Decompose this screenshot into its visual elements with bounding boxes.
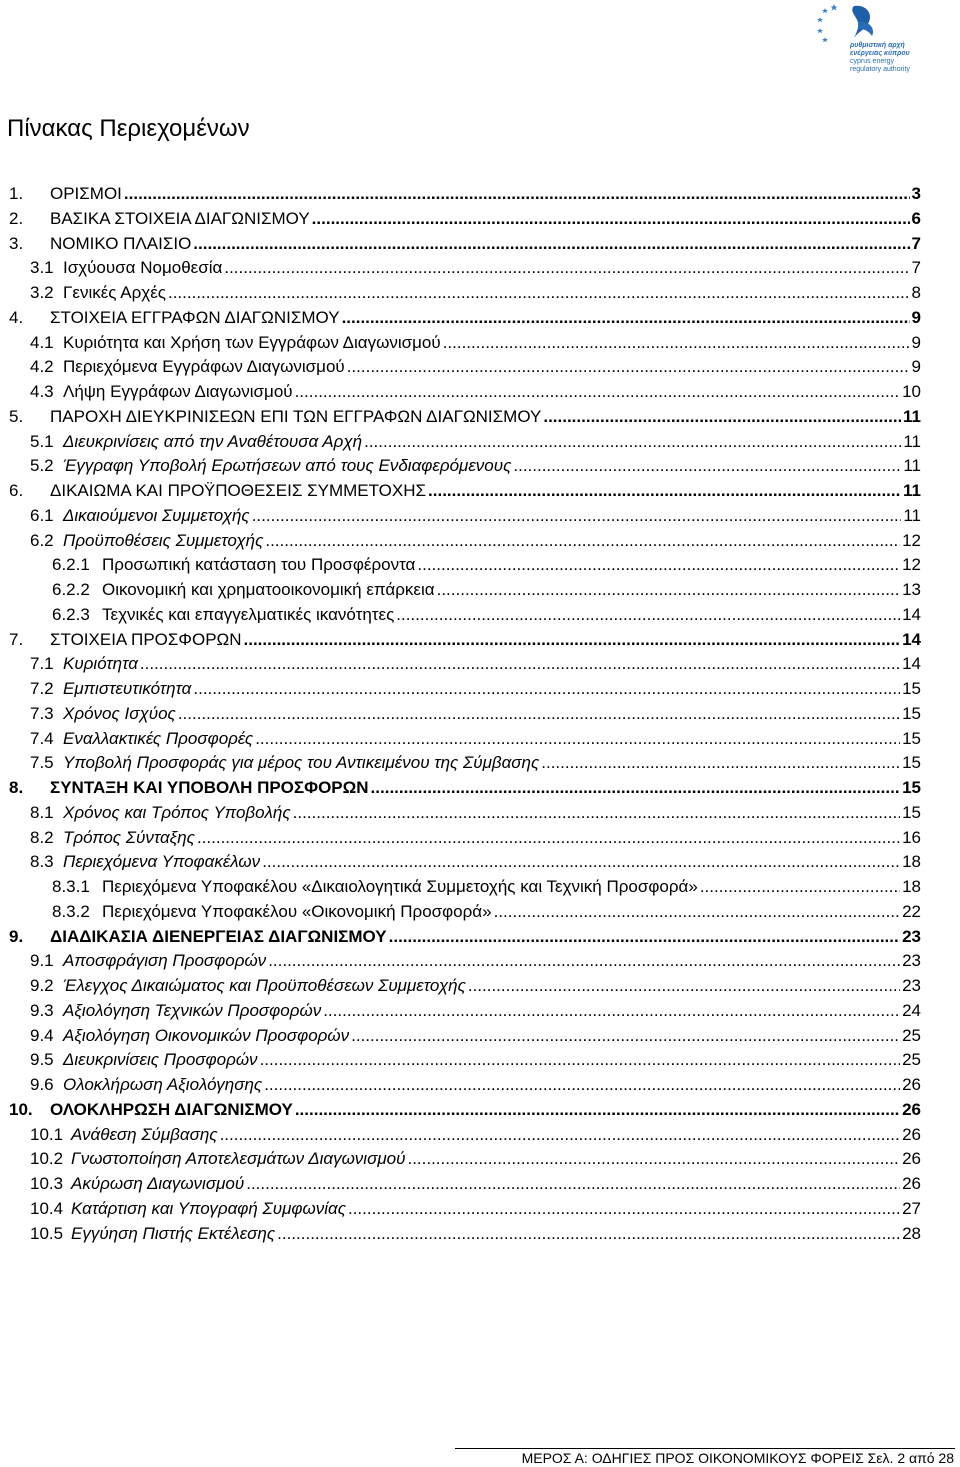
toc-entry-line — [71, 1197, 921, 1221]
page-footer: ΜΕΡΟΣ Α: ΟΔΗΓΙΕΣ ΠΡΟΣ ΟΙΚΟΝΟΜΙΚΟΥΣ ΦΟΡΕΙΣ Σελ. 2 από 28 — [521, 1450, 954, 1466]
toc-entry-page: 11 — [903, 431, 921, 451]
toc-entry-title: Ολοκλήρωση Αξιολόγησης — [63, 1075, 263, 1094]
toc-entry-number: 9.2 — [30, 976, 54, 995]
toc-entry[interactable] — [0, 801, 960, 826]
toc-entry-number: 4. — [9, 307, 24, 327]
toc-entry[interactable] — [0, 232, 960, 257]
toc-leader-dots — [323, 999, 900, 1023]
toc-entry-line — [63, 454, 921, 478]
toc-entry-number: 8.3 — [30, 852, 54, 872]
toc-entry[interactable] — [0, 925, 960, 950]
toc-entry-page: 13 — [902, 580, 921, 599]
toc-entry[interactable] — [0, 999, 960, 1024]
toc-leader-dots — [124, 182, 910, 206]
toc-entry-number: 8. — [9, 778, 24, 797]
toc-entry[interactable] — [0, 256, 960, 281]
toc-entry-page: 7 — [911, 258, 921, 278]
toc-entry-title: Περιεχόμενα Υποφακέλων — [63, 852, 261, 872]
toc-entry-line — [63, 677, 921, 701]
toc-entry[interactable] — [0, 1172, 960, 1197]
toc-entry-number: 10. — [9, 1099, 33, 1119]
toc-entry-title: Διευκρινίσεις από την Αναθέτουσα Αρχή — [63, 431, 363, 451]
toc-entry-title: Ισχύουσα Νομοθεσία — [63, 258, 223, 278]
toc-entry-line — [63, 380, 921, 404]
toc-entry-page: 23 — [902, 951, 921, 971]
toc-entry-page: 9 — [911, 307, 921, 327]
toc-entry-page: 12 — [902, 555, 921, 575]
toc-entry[interactable] — [0, 875, 960, 900]
toc-entry-page: 27 — [902, 1198, 921, 1218]
toc-entry-page: 16 — [902, 827, 921, 847]
toc-entry[interactable] — [0, 578, 960, 603]
toc-leader-dots — [351, 1024, 900, 1048]
toc-leader-dots — [342, 306, 910, 330]
toc-entry-line — [50, 232, 921, 256]
toc-entry-line — [50, 479, 921, 503]
toc-entry[interactable] — [0, 900, 960, 925]
toc-entry-page: 15 — [902, 778, 921, 797]
toc-entry-number: 7.3 — [30, 703, 54, 723]
toc-leader-dots — [252, 504, 902, 528]
toc-entry-line — [50, 1098, 921, 1122]
toc-leader-dots — [264, 1073, 900, 1097]
toc-entry-title: Κυριότητα — [63, 654, 138, 674]
toc-leader-dots — [193, 677, 900, 701]
toc-entry-title: Αξιολόγηση Τεχνικών Προσφορών — [63, 1000, 322, 1020]
toc-entry-line — [63, 949, 921, 973]
toc-entry-title: Γενικές Αρχές — [63, 283, 166, 302]
toc-leader-dots — [244, 628, 901, 652]
toc-entry-title: Έγγραφη Υποβολή Ερωτήσεων από τους Ενδιαφερόμενους — [63, 456, 512, 476]
toc-entry-title: ΣΤΟΙΧΕΙΑ ΕΓΓΡΑΦΩΝ ΔΙΑΓΩΝΙΣΜΟΥ — [50, 307, 340, 327]
toc-leader-dots — [295, 380, 901, 404]
toc-entry-page: 15 — [902, 703, 921, 723]
toc-entry-page: 14 — [902, 629, 921, 649]
toc-entry-number: 5.2 — [30, 456, 54, 476]
toc-leader-dots — [260, 1048, 901, 1072]
toc-leader-dots — [293, 801, 900, 825]
toc-entry-page: 18 — [902, 877, 921, 896]
toc-entry-page: 25 — [902, 1025, 921, 1045]
toc-leader-dots — [265, 529, 900, 553]
toc-entry-line — [102, 875, 921, 899]
toc-leader-dots — [700, 875, 900, 899]
toc-entry-title: ΝΟΜΙΚΟ ΠΛΑΙΣΙΟ — [50, 233, 192, 253]
toc-entry[interactable] — [0, 207, 960, 232]
toc-entry-number: 8.2 — [30, 827, 54, 847]
toc-leader-dots — [396, 603, 900, 627]
toc-entry-title: ΟΛΟΚΛΗΡΩΣΗ ΔΙΑΓΩΝΙΣΜΟΥ — [50, 1099, 293, 1119]
toc-entry-number: 8.1 — [30, 802, 54, 822]
toc-entry-page: 10 — [902, 382, 921, 401]
toc-entry-page: 22 — [902, 901, 921, 921]
toc-entry[interactable] — [0, 677, 960, 702]
toc-entry-page: 26 — [902, 1075, 921, 1094]
toc-entry-line — [50, 207, 921, 231]
toc-entry-title: ΒΑΣΙΚΑ ΣΤΟΙΧΕΙΑ ΔΙΑΓΩΝΙΣΜΟΥ — [50, 208, 310, 228]
toc-entry-line — [50, 306, 921, 330]
toc-entry-title: Αποσφράγιση Προσφορών — [63, 951, 267, 971]
toc-entry-number: 1. — [9, 184, 24, 203]
toc-entry-page: 9 — [911, 332, 921, 352]
toc-entry-title: Ανάθεση Σύμβασης — [71, 1124, 218, 1144]
toc-entry-number: 9.1 — [30, 951, 54, 971]
toc-entry[interactable] — [0, 182, 960, 207]
toc-entry-number: 6. — [9, 481, 24, 500]
toc-leader-dots — [220, 1123, 901, 1147]
toc-entry-title: Λήψη Εγγράφων Διαγωνισμού — [63, 382, 293, 401]
toc-entry-page: 28 — [902, 1223, 921, 1243]
toc-entry-line — [63, 355, 921, 379]
toc-entry-title: Γνωστοποίηση Αποτελεσμάτων Διαγωνισμού — [71, 1149, 406, 1169]
toc-entry-number: 3.1 — [30, 258, 54, 278]
toc-entry[interactable] — [0, 529, 960, 554]
toc-entry-page: 26 — [902, 1174, 921, 1193]
toc-leader-dots — [347, 355, 910, 379]
toc-leader-dots — [348, 1197, 900, 1221]
toc-entry-number: 8.3.2 — [52, 901, 90, 921]
toc-entry-line — [63, 801, 921, 825]
toc-entry-title: Δικαιούμενοι Συμμετοχής — [63, 505, 250, 525]
toc-entry[interactable] — [0, 702, 960, 727]
toc-leader-dots — [543, 405, 901, 429]
toc-entry-title: Τεχνικές και επαγγελματικές ικανότητες — [102, 604, 395, 624]
toc-entry-page: 15 — [902, 753, 921, 773]
toc-entry-number: 7.2 — [30, 679, 54, 698]
toc-entry[interactable] — [0, 380, 960, 405]
toc-entry[interactable] — [0, 727, 960, 752]
toc-leader-dots — [417, 553, 900, 577]
toc-leader-dots — [168, 281, 910, 305]
toc-entry-line — [102, 603, 921, 627]
logo-line-1: ρυθμιστική αρχή — [850, 42, 905, 49]
toc-leader-dots — [193, 232, 909, 256]
toc-entry-page: 7 — [911, 233, 921, 253]
toc-entry-line — [102, 553, 921, 577]
toc-entry-title: ΔΙΑΔΙΚΑΣΙΑ ΔΙΕΝΕΡΓΕΙΑΣ ΔΙΑΓΩΝΙΣΜΟΥ — [50, 926, 387, 946]
toc-entry-number: 10.5 — [30, 1223, 64, 1243]
toc-entry-page: 14 — [902, 654, 921, 674]
toc-entry[interactable] — [0, 430, 960, 455]
toc-entry[interactable] — [0, 652, 960, 677]
toc-entry-line — [63, 281, 921, 305]
toc-entry[interactable] — [0, 949, 960, 974]
toc-entry[interactable] — [0, 751, 960, 776]
toc-entry[interactable] — [0, 1222, 960, 1247]
toc-entry-title: Προσωπική κατάσταση του Προσφέροντα — [102, 555, 416, 575]
toc-entry-number: 6.2.2 — [52, 580, 90, 599]
toc-leader-dots — [407, 1147, 900, 1171]
toc-entry[interactable] — [0, 504, 960, 529]
toc-entry-line — [50, 405, 921, 429]
toc-entry[interactable] — [0, 355, 960, 380]
toc-leader-dots — [371, 776, 901, 800]
toc-entry-title: ΔΙΚΑΙΩΜΑ ΚΑΙ ΠΡΟΫΠΟΘΕΣΕΙΣ ΣΥΜΜΕΤΟΧΗΣ — [50, 481, 427, 500]
toc-entry-number: 5. — [9, 406, 24, 426]
toc-entry-number: 9. — [9, 926, 24, 946]
table-of-contents — [0, 182, 960, 1246]
authority-logo — [814, 0, 936, 72]
toc-entry-page: 11 — [903, 505, 921, 525]
toc-entry-title: Τρόπος Σύνταξης — [63, 827, 195, 847]
toc-entry-page: 15 — [902, 802, 921, 822]
toc-entry-title: Αξιολόγηση Οικονομικών Προσφορών — [63, 1025, 350, 1045]
toc-entry-number: 10.2 — [30, 1149, 64, 1169]
toc-entry-number: 5.1 — [30, 431, 54, 451]
toc-entry-page: 11 — [903, 406, 921, 426]
toc-entry-number: 7.1 — [30, 654, 54, 674]
toc-entry-number: 10.1 — [30, 1124, 64, 1144]
toc-leader-dots — [541, 751, 900, 775]
toc-leader-dots — [437, 578, 900, 602]
toc-entry[interactable] — [0, 405, 960, 430]
toc-entry-page: 11 — [903, 456, 921, 476]
toc-leader-dots — [246, 1172, 900, 1196]
toc-entry-line — [71, 1147, 921, 1171]
toc-entry-line — [50, 925, 921, 949]
toc-entry-number: 4.2 — [30, 357, 54, 377]
toc-entry-title: Κυριότητα και Χρήση των Εγγράφων Διαγωνισμού — [63, 332, 441, 352]
toc-entry-line — [63, 999, 921, 1023]
toc-entry[interactable] — [0, 628, 960, 653]
toc-entry[interactable] — [0, 1147, 960, 1172]
toc-leader-dots — [197, 826, 900, 850]
toc-entry-line — [63, 1048, 921, 1072]
toc-entry-title: Ακύρωση Διαγωνισμού — [71, 1174, 245, 1193]
toc-entry-title: Έλεγχος Δικαιώματος και Προϋποθέσεων Συμμετοχής — [63, 976, 466, 995]
toc-entry-number: 6.2.3 — [52, 604, 90, 624]
toc-entry-number: 9.4 — [30, 1025, 54, 1045]
toc-entry-line — [71, 1123, 921, 1147]
toc-entry[interactable] — [0, 454, 960, 479]
toc-entry-title: ΟΡΙΣΜΟΙ — [50, 184, 122, 203]
toc-entry-number: 7.4 — [30, 728, 54, 748]
toc-leader-dots — [312, 207, 910, 231]
toc-entry-page: 18 — [902, 852, 921, 872]
toc-entry[interactable] — [0, 1098, 960, 1123]
toc-entry-title: Χρόνος και Τρόπος Υποβολής — [63, 802, 291, 822]
toc-entry-line — [50, 182, 921, 206]
toc-leader-dots — [428, 479, 901, 503]
toc-entry-number: 10.4 — [30, 1198, 64, 1218]
toc-entry-page: 25 — [902, 1050, 921, 1070]
toc-entry-number: 9.5 — [30, 1050, 54, 1070]
toc-entry-line — [63, 652, 921, 676]
toc-leader-dots — [389, 925, 900, 949]
toc-entry-page: 8 — [911, 283, 921, 302]
toc-entry-number: 3. — [9, 233, 24, 253]
toc-entry[interactable] — [0, 281, 960, 306]
toc-entry-line — [71, 1222, 921, 1246]
logo-text — [850, 42, 910, 74]
toc-entry-page: 14 — [902, 604, 921, 624]
toc-entry-line — [102, 900, 921, 924]
toc-leader-dots — [494, 900, 900, 924]
toc-entry-line — [50, 776, 921, 800]
toc-entry-title: Υποβολή Προσφοράς για μέρος του Αντικειμένου της Σύμβασης — [63, 753, 540, 773]
toc-leader-dots — [178, 702, 900, 726]
toc-entry-line — [63, 974, 921, 998]
toc-entry-line — [63, 331, 921, 355]
toc-entry-page: 26 — [902, 1099, 921, 1119]
toc-entry-title: Διευκρινίσεις Προσφορών — [63, 1050, 258, 1070]
toc-entry[interactable] — [0, 974, 960, 999]
toc-entry-number: 3.2 — [30, 283, 54, 302]
toc-entry-title: ΣΤΟΙΧΕΙΑ ΠΡΟΣΦΟΡΩΝ — [50, 629, 242, 649]
toc-entry[interactable] — [0, 331, 960, 356]
toc-leader-dots — [295, 1098, 900, 1122]
toc-leader-dots — [262, 850, 900, 874]
toc-entry-title: Περιεχόμενα Υποφακέλου «Οικονομική Προσφορά» — [102, 901, 492, 921]
toc-entry-number: 2. — [9, 208, 24, 228]
toc-entry-number: 6.2.1 — [52, 555, 90, 575]
toc-entry-line — [63, 751, 921, 775]
toc-entry-page: 24 — [902, 1000, 921, 1020]
toc-entry-number: 4.1 — [30, 332, 54, 352]
toc-entry-page: 12 — [902, 530, 921, 550]
toc-entry[interactable] — [0, 553, 960, 578]
toc-entry-number: 10.3 — [30, 1174, 64, 1193]
toc-entry-page: 15 — [902, 679, 921, 698]
toc-entry-number: 9.3 — [30, 1000, 54, 1020]
toc-entry-number: 6.2 — [30, 530, 54, 550]
toc-entry[interactable] — [0, 603, 960, 628]
toc-entry-page: 26 — [902, 1124, 921, 1144]
toc-entry-title: Περιεχόμενα Εγγράφων Διαγωνισμού — [63, 357, 345, 377]
toc-entry-number: 7. — [9, 629, 24, 649]
toc-entry-number: 9.6 — [30, 1075, 54, 1094]
toc-entry-title: ΣΥΝΤΑΞΗ ΚΑΙ ΥΠΟΒΟΛΗ ΠΡΟΣΦΟΡΩΝ — [50, 778, 369, 797]
toc-entry[interactable] — [0, 1197, 960, 1222]
toc-entry-line — [63, 256, 921, 280]
toc-entry[interactable] — [0, 1073, 960, 1098]
toc-leader-dots — [364, 430, 901, 454]
toc-entry-title: Εναλλακτικές Προσφορές — [63, 728, 254, 748]
toc-entry-title: Εμπιστευτικότητα — [63, 679, 192, 698]
toc-entry-title: Εγγύηση Πιστής Εκτέλεσης — [71, 1223, 276, 1243]
toc-leader-dots — [268, 949, 900, 973]
toc-entry-line — [63, 727, 921, 751]
toc-entry[interactable] — [0, 1024, 960, 1049]
toc-entry-title: ΠΑΡΟΧΗ ΔΙΕΥΚΡΙΝΙΣΕΩΝ ΕΠΙ ΤΩΝ ΕΓΓΡΑΦΩΝ ΔΙΑΓΩΝΙΣΜΟΥ — [50, 406, 542, 426]
toc-leader-dots — [513, 454, 901, 478]
page-title: Πίνακας Περιεχομένων — [7, 115, 250, 142]
toc-entry-page: 11 — [903, 481, 921, 500]
logo-line-4: regulatory authority — [850, 66, 910, 73]
toc-entry-number: 4.3 — [30, 382, 54, 401]
toc-entry[interactable] — [0, 1048, 960, 1073]
toc-entry[interactable] — [0, 306, 960, 331]
toc-entry[interactable] — [0, 479, 960, 504]
toc-entry-line — [63, 529, 921, 553]
toc-leader-dots — [277, 1222, 900, 1246]
toc-leader-dots — [443, 331, 910, 355]
toc-entry-page: 23 — [902, 976, 921, 995]
toc-entry[interactable] — [0, 826, 960, 851]
toc-entry-line — [63, 702, 921, 726]
toc-entry-page: 23 — [902, 926, 921, 946]
toc-entry-title: Προϋποθέσεις Συμμετοχής — [63, 530, 264, 550]
toc-leader-dots — [140, 652, 900, 676]
toc-entry-line — [71, 1172, 921, 1196]
toc-entry-line — [50, 628, 921, 652]
toc-entry-page: 26 — [902, 1149, 921, 1169]
toc-entry-title: Περιεχόμενα Υποφακέλου «Δικαιολογητικά Συμμετοχής και Τεχνική Προσφορά» — [102, 877, 698, 896]
toc-leader-dots — [224, 256, 909, 280]
toc-entry-page: 9 — [911, 357, 921, 377]
toc-entry-page: 3 — [911, 184, 921, 203]
toc-entry-page: 15 — [902, 728, 921, 748]
toc-entry-number: 8.3.1 — [52, 877, 90, 896]
toc-entry[interactable] — [0, 776, 960, 801]
toc-entry-line — [63, 850, 921, 874]
toc-leader-dots — [255, 727, 900, 751]
toc-entry-line — [63, 1073, 921, 1097]
toc-entry[interactable] — [0, 850, 960, 875]
toc-entry-title: Χρόνος Ισχύος — [63, 703, 176, 723]
toc-entry-number: 6.1 — [30, 505, 54, 525]
toc-entry-title: Κατάρτιση και Υπογραφή Συμφωνίας — [71, 1198, 346, 1218]
toc-entry-number: 7.5 — [30, 753, 54, 773]
toc-entry-page: 6 — [911, 208, 921, 228]
toc-entry-line — [63, 504, 921, 528]
toc-entry-line — [102, 578, 921, 602]
toc-entry[interactable] — [0, 1123, 960, 1148]
toc-entry-title: Οικονομική και χρηματοοικονομική επάρκεια — [102, 580, 435, 599]
toc-entry-line — [63, 826, 921, 850]
toc-entry-line — [63, 1024, 921, 1048]
toc-leader-dots — [468, 974, 900, 998]
toc-entry-line — [63, 430, 921, 454]
logo-line-3: cyprus energy — [850, 58, 894, 65]
logo-line-2: ενέργειας κύπρου — [850, 50, 910, 57]
